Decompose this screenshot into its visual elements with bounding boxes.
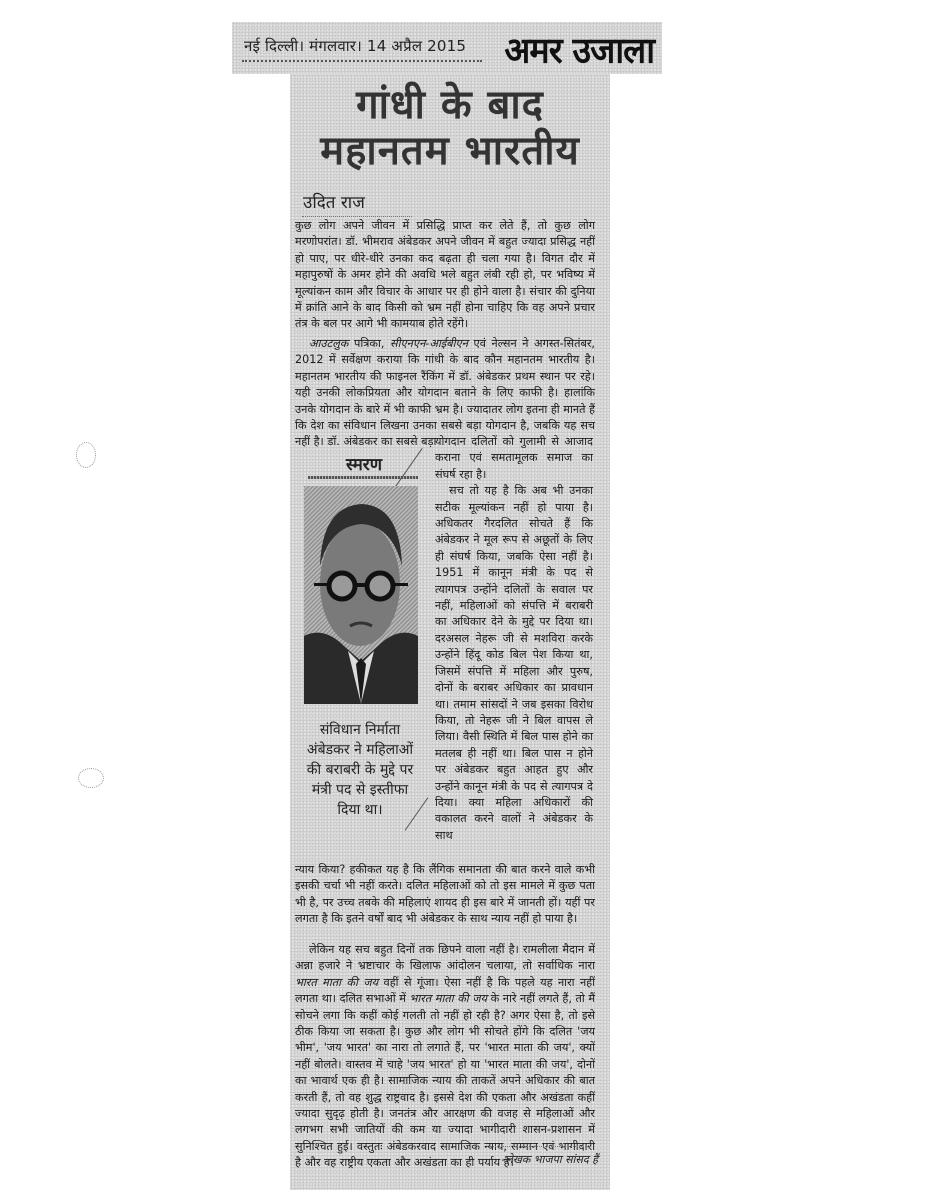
scan-speck (76, 442, 96, 468)
text-run: वहीं से गूंजा। ऐसा नहीं है कि पहले यह नारा नहीं लगता था। दलित सभाओं में (295, 975, 595, 1006)
slogan: भारत माता की जय (295, 975, 379, 989)
paragraph-text: न्याय किया? हकीकत यह है कि लैंगिक समानता की बात करने वाले कभी इसकी चर्चा भी नहीं करते। दलित महिलाओं को तो इस मामले में कुछ पता भी है, पर उच्च तबके की महिलाएं शायद ही इस बारे में जानती हों। यहीं पर लगता है कि इतने वर्षों बाद भी अंबेडकर के साथ न्याय नहीं हो पाया है। (295, 863, 595, 926)
byline: उदित राज (303, 193, 365, 213)
footer-rule (490, 1146, 590, 1147)
magazine-name: आउटलुक (309, 337, 349, 350)
text-run: लेकिन यह सच बहुत दिनों तक छिपने वाला नहीं है। रामलीला मैदान में अन्ना हजारे ने भ्रष्टाचार के खिलाफ आंदोलन चलाया, तो सर्वाधिक नारा (295, 943, 595, 973)
photo-caption: संविधान निर्माता अंबेडकर ने महिलाओं की बराबरी के मुद्दे पर मंत्री पद से इस्तीफा दिया था। (306, 722, 414, 818)
headline-line-2: महानतम भारतीय (320, 128, 580, 174)
paragraph-1 (295, 218, 595, 333)
text-run: पत्रिका, (348, 337, 391, 350)
byline-rule (302, 216, 412, 217)
dateline: नई दिल्ली। मंगलवार। 14 अप्रैल 2015 (244, 37, 467, 55)
text-run: के नारे नहीं लगते हैं, तो मैं सोचने लगा कि कहीं कोई गलती तो नहीं हो रही है? अगर ऐसा है, तो इसे ठीक किया जा सकता है। कुछ और लोग भी सोचते होंगे कि दलित 'जय भीम', 'जय भारत' का नारा तो लगाते हैं, पर 'भारत माता की जय', क्यों नहीं बोलते। वास्तव में चाहे 'जय भारत' हो या 'भारत माता की जय', दोनों का भावार्थ एक ही है। सामाजिक न्याय की ताकतें अपने अधिकार की बात करती हैं, तो वह शुद्ध राष्ट्रवाद है। इससे देश की एकता और अखंडता कहीं ज्यादा सुदृढ़ होती है। जनतंत्र और आरक्षण की वजह से महिलाओं और लगभग सभी जातियों की कम या ज्यादा भागीदारी शासन-प्रशासन में सुनिश्चित हुई। वस्तुतः अंबेडकरवाद सामाजिक न्याय, सम्मान एवं भागीदारी है और वह राष्ट्रीय एकता और अखंडता का ही पर्याय है। (295, 992, 596, 1170)
headline-line-1: गांधी के बाद (356, 82, 544, 128)
slogan: भारत माता की जय (409, 992, 488, 1006)
paragraph-3 (435, 434, 593, 864)
author-note: -लेखक भाजपा सांसद हैं (501, 1153, 598, 1166)
paragraph-3-continued (295, 862, 595, 928)
section-label: स्मरण (345, 455, 383, 475)
masthead-dotted-rule (242, 60, 482, 62)
paragraph-text (295, 942, 595, 1172)
paragraph-text: योगदान दलितों को गुलामी से आजाद कराना एवं समतामूलक समाज का संघर्ष रहा है। (435, 435, 593, 481)
paragraph-2 (295, 336, 595, 449)
newspaper-logo: अमर उजाला (504, 30, 654, 73)
channel-name: सीएनएन-आईबीएन (390, 337, 468, 350)
masthead (232, 22, 662, 74)
article-clipping (290, 74, 610, 1190)
portrait-illustration (304, 486, 418, 704)
paragraph-text: कुछ लोग अपने जीवन में प्रसिद्धि प्राप्त कर लेते हैं, तो कुछ लोग मरणोपरांत। डॉ. भीमराव अंबेडकर अपने जीवन में बहुत ज्यादा प्रसिद्ध नहीं हो पाए, पर धीरे-धीरे उनका कद बढ़ता ही चला गया है। विगत दौर में महापुरुषों के अमर होने की अवधि भले बहुत लंबी रही हो, पर भविष्य में मूल्यांकन काम और विचार के आधार पर ही होने वाला है। संचार की दुनिया में क्रांति आने के बाद किसी को भ्रम नहीं होना चाहिए कि वह अपने प्रचार तंत्र के बल पर आगे भी कामयाब होते रहेंगे। (295, 219, 595, 331)
portrait-photo (304, 486, 418, 704)
headline (290, 82, 610, 174)
paragraph-text: सच तो यह है कि अब भी उनका सटीक मूल्यांकन नहीं हो पाया है। अधिकतर गैरदलित सोचते हैं कि अंबेडकर ने मूल रूप से अछूतों के लिए ही संघर्ष किया, जबकि ऐसा नहीं है। 1951 में कानून मंत्री के पद से त्यागपत्र उन्होंने दलितों के सवाल पर नहीं, महिलाओं को संपत्ति में बराबरी का अधिकार देने के मुद्दे पर दिया था। दरअसल नेहरू जी से मशविरा करके उन्होंने हिंदू कोड बिल पेश किया था, जिसमें संपत्ति में महिला और पुरुष, दोनों के बराबर अधिकार का प्रावधान था। तमाम सांसदों ने जब इसका विरोध किया, तो नेहरू जी ने बिल वापस ले लिया। वैसी स्थिति में बिल पास होने का मतलब ही नहीं था। बिल पास न होने पर अंबेडकर बहुत आहत हुए और उन्होंने कानून मंत्री के पद से त्यागपत्र दे दिया। क्या महिला अधिकारों की वकालत करने वालों ने अंबेडकर के साथ (435, 484, 593, 842)
text-run: एवं नेल्सन ने अगस्त-सितंबर, 2012 में सर्वेक्षण कराया कि गांधी के बाद कौन महानतम भारतीय है। महानतम भारतीय की फाइनल रैंकिंग में डॉ. अंबेडकर प्रथम स्थान पर रहे। यही उनकी लोकप्रियता और योगदान बताने के लिए काफी है। हालांकि उनके योगदान के बारे में भी काफी भ्रम है। ज्यादातर लोग इतना ही मानते हैं कि देश का संविधान लिखना उनका सबसे बड़ा योगदान है, जबकि यह सच नहीं है। डॉ. अंबेडकर का सबसे बड़ा (295, 337, 595, 449)
scan-speck (78, 768, 104, 788)
